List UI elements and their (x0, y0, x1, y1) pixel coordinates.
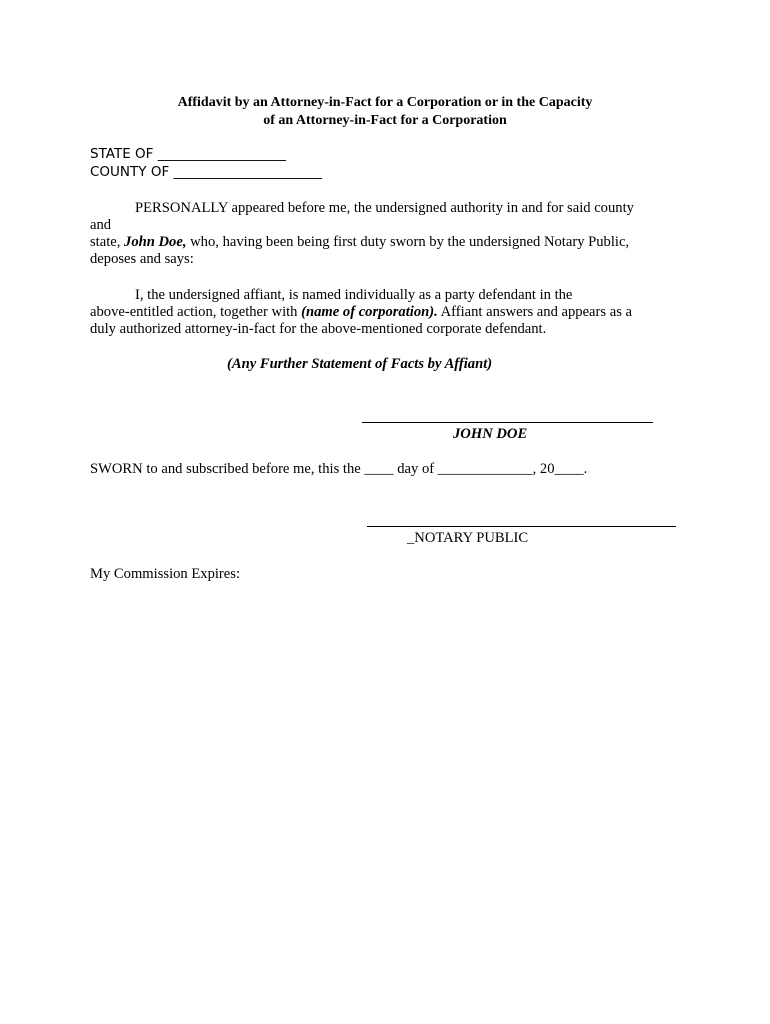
notary-mark: _ (407, 530, 415, 546)
para1-line2: and (90, 217, 112, 233)
para2-line2-pre: above-entitled action, together with (90, 304, 302, 320)
affiant-signature-line (362, 422, 653, 423)
county-of-line: COUNTY OF ______________________ (90, 164, 322, 180)
title-line-2: of an Attorney-in-Fact for a Corporation (263, 113, 507, 128)
para2-line1: I, the undersigned affiant, is named individually as a party defendant in the (135, 287, 573, 303)
notary-public-label: NOTARY PUBLIC (414, 530, 529, 546)
document-title (90, 94, 680, 130)
para1-line1: PERSONALLY appeared before me, the undersigned authority in and for said county (135, 200, 634, 216)
state-of-line: STATE OF ___________________ (90, 146, 286, 162)
para2-line3: duly authorized attorney-in-fact for the above-mentioned corporate defendant. (90, 321, 547, 337)
affiant-signature-name: JOHN DOE (453, 426, 528, 442)
corporation-name-placeholder: (name of corporation). (301, 304, 438, 320)
commission-expires: My Commission Expires: (90, 566, 240, 582)
para2-line2 (90, 304, 632, 321)
para1-line3 (90, 234, 629, 251)
para1-line3-pre: state, (90, 234, 125, 250)
notary-label (407, 530, 528, 547)
para1-line3-post: who, having been being first duty sworn by the undersigned Notary Public, (186, 234, 630, 250)
sworn-line: SWORN to and subscribed before me, this the ____ day of _____________, 20____. (90, 461, 588, 477)
notary-signature-line (367, 526, 676, 527)
para2-line2-post: Affiant answers and appears as a (437, 304, 633, 320)
further-statement: (Any Further Statement of Facts by Affiant) (227, 356, 493, 372)
title-line-1: Affidavit by an Attorney-in-Fact for a Corporation or in the Capacity (177, 95, 593, 110)
affiant-name-inline: John Doe, (124, 234, 187, 250)
para1-line4: deposes and says: (90, 251, 194, 267)
